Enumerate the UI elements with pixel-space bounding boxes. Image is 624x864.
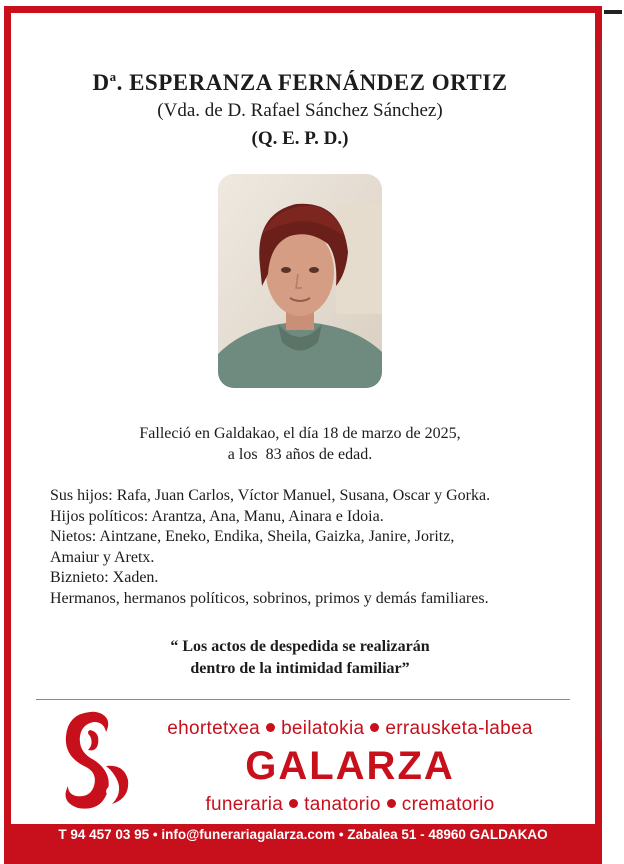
family-list [50, 486, 590, 609]
brand-service: funeraria [205, 794, 284, 815]
divider-line [36, 699, 570, 700]
deceased-name: $D^a$. ESPERANZA FERNÁNDEZ ORTIZ [92, 69, 508, 95]
farewell-quote [0, 636, 600, 680]
portrait-photo [218, 174, 382, 388]
family-line: Amaiur y Aretx. [50, 548, 155, 566]
brand-service: ehortetxea [167, 718, 261, 739]
contact-footer [4, 824, 602, 864]
brand-service: errausketa-labea [385, 718, 533, 739]
brand-service: beilatokia [281, 718, 365, 739]
bullet-dot-icon [266, 723, 275, 732]
death-line-2: a los 83 años de edad. [227, 446, 373, 463]
family-line: Hijos políticos: Arantza, Ana, Manu, Ainara e Idoia. [50, 507, 384, 525]
family-line: Sus hijos: Rafa, Juan Carlos, Víctor Manuel, Susana, Oscar y Gorka. [50, 487, 491, 504]
widow-line: (Vda. de D. Rafael Sánchez Sánchez) [157, 100, 443, 121]
portrait-photo-icon [218, 174, 382, 388]
quote-line-2: dentro de la intimidad familiar” [190, 660, 410, 677]
family-line: Hermanos, hermanos políticos, sobrinos, primos y demás familiares. [50, 589, 489, 607]
family-line: Biznieto: Xaden. [50, 569, 159, 586]
deceased-full-name: ESPERANZA FERNÁNDEZ ORTIZ [129, 70, 508, 95]
brand-service: crematorio [401, 794, 495, 815]
death-notice [0, 423, 600, 465]
qepd-line: (Q. E. P. D.) [251, 128, 349, 149]
death-line-1: Falleció en Galdakao, el día 18 de marzo de 2025, [139, 425, 461, 442]
bullet-dot-icon [370, 723, 379, 732]
brand-services-basque [138, 718, 562, 740]
title-prefix-main: D [92, 70, 110, 95]
bullet-dot-icon [387, 799, 396, 808]
title-prefix-sup: a [109, 69, 117, 84]
contact-text: T 94 457 03 95 • info@funerariagalarza.com • Zabalea 51 - 48960 GALDAKAO [58, 827, 548, 842]
galarza-logo-icon [50, 706, 138, 814]
brand-services-spanish [138, 794, 562, 816]
scan-edge-shadow [600, 40, 602, 740]
bullet-dot-icon [289, 799, 298, 808]
family-line: Nietos: Aintzane, Eneko, Endika, Sheila, Gaizka, Janire, Joritz, [50, 528, 455, 545]
obituary-header [0, 62, 600, 154]
brand-name: GALARZA [245, 744, 455, 788]
brand-service: tanatorio [304, 794, 381, 815]
scan-corner-mark [604, 10, 622, 14]
quote-line-1: “ Los actos de despedida se realizarán [170, 638, 430, 655]
